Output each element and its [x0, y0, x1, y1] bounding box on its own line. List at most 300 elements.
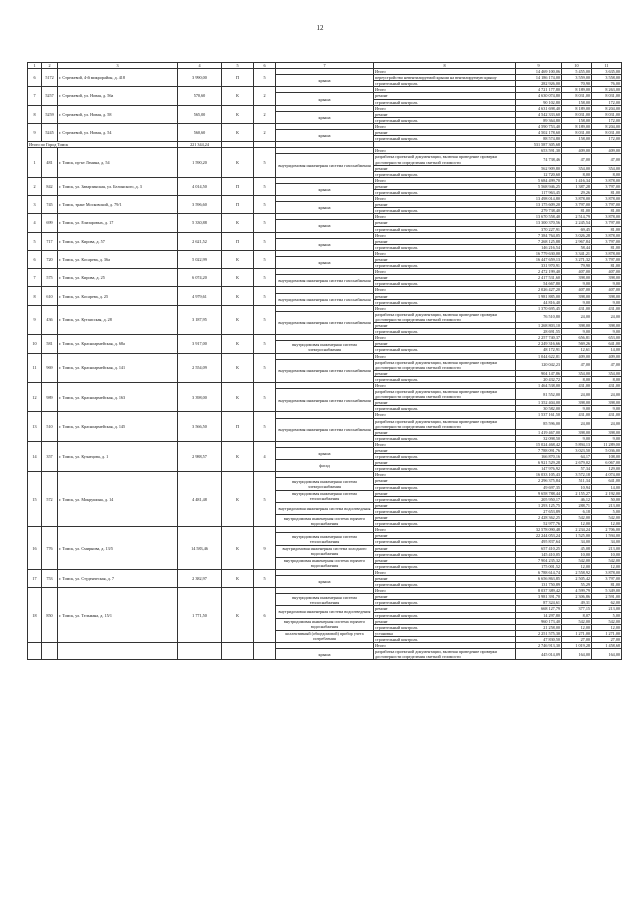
unit-cost: 354,00 [562, 370, 592, 376]
max-unit-cost: 47,00 [592, 154, 622, 165]
row-number: 6 [28, 250, 42, 268]
max-unit-cost: 9,00 [592, 435, 622, 441]
unit-cost: 34,00 [562, 539, 592, 545]
work-cost: 21 258,00 [516, 624, 562, 630]
work-cost: 20 432,72 [516, 376, 562, 382]
work-type: внутридомовая инженерная система газоснабжения [276, 293, 374, 305]
work-cost: 30 582,00 [516, 406, 562, 412]
unit-cost: 8 031,00 [562, 111, 592, 117]
floor-count: 5 [254, 353, 276, 382]
house-address: г. Стрежевой, ул. Новая, д. 58 [58, 105, 178, 123]
house-id: 610 [42, 287, 58, 305]
house-address: г. Томск, ул. Красноармейская, д. 163 [58, 382, 178, 411]
max-unit-cost: 129,00 [592, 466, 622, 472]
unit-cost: 81,00 [562, 208, 592, 214]
house-address: г. Томск, ул. Красноармейская, д. 68а [58, 335, 178, 353]
work-description: ремонт [374, 220, 516, 226]
work-cost: 120 042,23 [516, 359, 562, 370]
work-cost: 145 410,05 [516, 551, 562, 557]
work-description: ремонт [374, 275, 516, 281]
house-id: 776 [42, 527, 58, 570]
unit-cost: 2 967,84 [562, 238, 592, 244]
unit-cost: 2 505,42 [562, 575, 592, 581]
work-cost: 146 216,54 [516, 244, 562, 250]
work-cost: 76 510,80 [516, 311, 562, 322]
work-cost: 6 656 863,85 [516, 575, 562, 581]
wall-material: К [222, 441, 254, 471]
max-unit-cost: 641,00 [592, 341, 622, 347]
max-unit-cost: 5 036,00 [592, 448, 622, 454]
house-address: г. Томск, ул. Косарева, д. 36а [58, 250, 178, 268]
house-id: 745 [42, 196, 58, 214]
floor-count: 5 [254, 214, 276, 232]
work-description: Итого [374, 87, 516, 93]
unit-cost: 2 558,92 [562, 569, 592, 575]
work-cost: 14 297,80 [516, 612, 562, 618]
unit-cost: 398,00 [562, 429, 592, 435]
row-number: 2 [28, 177, 42, 195]
unit-cost: 12,00 [562, 563, 592, 569]
work-description: строительный контроль [374, 435, 516, 441]
unit-cost: 8,00 [562, 171, 592, 177]
work-cost: 22 244 053,24 [516, 533, 562, 539]
house-area: 3 398,00 [178, 382, 222, 411]
floor-count: 5 [254, 472, 276, 527]
work-description: Итого [374, 287, 516, 293]
work-cost: 131 750,89 [516, 582, 562, 588]
unit-cost: 1 019,28 [562, 643, 592, 649]
floor-count [254, 643, 276, 660]
work-cost: 27 653,89 [516, 508, 562, 514]
work-description: строительный контроль [374, 299, 516, 305]
house-id: 481 [42, 148, 58, 177]
work-type: внутридомовая инженерная система горячего водоснабжения [276, 557, 374, 569]
max-unit-cost: 542,00 [592, 557, 622, 563]
work-description: строительный контроль [374, 117, 516, 123]
house-address: г. Томск, ул. Косарева, д. 25 [58, 287, 178, 305]
max-unit-cost: 34,00 [592, 539, 622, 545]
work-type: внутридомовая инженерная система электроснабжения [276, 341, 374, 353]
work-cost: 89 364,80 [516, 117, 562, 123]
max-unit-cost: 47,00 [592, 359, 622, 370]
work-description: Итого [374, 569, 516, 575]
work-cost: 6 788 614,74 [516, 569, 562, 575]
max-unit-cost: 14,00 [592, 347, 622, 353]
work-cost: 85 596,00 [516, 418, 562, 429]
unit-cost: 542,00 [562, 557, 592, 563]
wall-material: К [222, 353, 254, 382]
max-unit-cost: 5 349,00 [592, 588, 622, 594]
max-unit-cost: 24,00 [592, 418, 622, 429]
wall-material: К [222, 305, 254, 334]
unit-cost: 9,00 [562, 435, 592, 441]
unit-cost: 398,00 [562, 275, 592, 281]
max-unit-cost: 8,00 [592, 171, 622, 177]
work-cost: 9 658 788,44 [516, 490, 562, 496]
row-number: 8 [28, 287, 42, 305]
max-unit-cost: 9,00 [592, 329, 622, 335]
max-unit-cost: 3 878,00 [592, 214, 622, 220]
unit-cost: 64,17 [562, 454, 592, 460]
work-description: строительный контроль [374, 521, 516, 527]
house-area: 1 590,20 [178, 148, 222, 177]
house-area: 560,60 [178, 123, 222, 141]
max-unit-cost: 8 031,00 [592, 130, 622, 136]
max-unit-cost: 9,00 [592, 299, 622, 305]
row-number: 7 [28, 87, 42, 105]
max-unit-cost: 1 594,00 [592, 533, 622, 539]
work-type: внутридомовая инженерная система водоотведения [276, 606, 374, 618]
max-unit-cost: 8 204,00 [592, 105, 622, 111]
row-number: 5 [28, 232, 42, 250]
max-unit-cost: 108,00 [592, 454, 622, 460]
unit-cost: 24,00 [562, 418, 592, 429]
max-unit-cost: 542,00 [592, 515, 622, 521]
unit-cost: 46,12 [562, 496, 592, 502]
unit-cost: 70,90 [562, 81, 592, 87]
max-unit-cost: 8 204,00 [592, 123, 622, 129]
house-id: 720 [42, 250, 58, 268]
work-description: ремонт [374, 341, 516, 347]
unit-cost: 24,00 [562, 389, 592, 400]
work-cost: 15 024 468,42 [516, 441, 562, 447]
work-cost: 4 542 333,60 [516, 111, 562, 117]
max-unit-cost: 213,00 [592, 606, 622, 612]
work-description: ремонт [374, 618, 516, 624]
max-unit-cost: 81,00 [592, 208, 622, 214]
row-number: 9 [28, 305, 42, 334]
unit-cost: 407,00 [562, 269, 592, 275]
work-type: внутридомовая инженерная система водоотведения [276, 502, 374, 514]
work-description: Итого [374, 353, 516, 359]
house-address: г. Томск, ул. Кирова, д. 25 [58, 269, 178, 287]
wall-material: К [222, 123, 254, 141]
work-description: ремонт [374, 165, 516, 171]
work-description: Итого [374, 177, 516, 183]
work-type: крыша [276, 448, 374, 460]
work-description: строительный контроль [374, 347, 516, 353]
wall-material: К [222, 527, 254, 570]
work-cost: 74 738,46 [516, 154, 562, 165]
column-number: 8 [374, 63, 516, 69]
work-cost: 147 976,92 [516, 466, 562, 472]
column-number: 4 [178, 63, 222, 69]
work-description: ремонт [374, 323, 516, 329]
house-area: 2 554,09 [178, 353, 222, 382]
max-unit-cost: 81,00 [592, 244, 622, 250]
work-description: строительный контроль [374, 484, 516, 490]
unit-cost: 431,00 [562, 382, 592, 388]
row-number: 17 [28, 569, 42, 587]
max-unit-cost: 50,00 [592, 496, 622, 502]
work-description: разработка проектной документации, включая проведение проверки достоверности определения сметной стоимости [374, 154, 516, 165]
floor-count: 2 [254, 105, 276, 123]
work-description: Итого [374, 269, 516, 275]
work-description: Итого [374, 69, 516, 75]
house-id: 5257 [42, 87, 58, 105]
work-cost: 562 909,80 [516, 165, 562, 171]
work-cost: 282 926,00 [516, 81, 562, 87]
unit-cost: 2 306,86 [562, 594, 592, 600]
unit-cost: 1 525,00 [562, 533, 592, 539]
work-description: ремонт [374, 545, 516, 551]
max-unit-cost: 398,00 [592, 323, 622, 329]
work-description: строительный контроль [374, 81, 516, 87]
work-description: Итого [374, 412, 516, 418]
wall-material: П [222, 177, 254, 195]
max-unit-cost: 172,00 [592, 99, 622, 105]
max-unit-cost: 653,00 [592, 335, 622, 341]
unit-cost: 398,00 [562, 323, 592, 329]
work-cost: 87 324,61 [516, 600, 562, 606]
max-unit-cost: 12,00 [592, 563, 622, 569]
house-address [58, 643, 178, 660]
work-cost: 90 102,80 [516, 99, 562, 105]
unit-cost: 8 031,00 [562, 130, 592, 136]
work-description: переустройство невентилируемой крыши на вентилируемую крышу [374, 75, 516, 81]
max-unit-cost: 407,00 [592, 287, 622, 293]
max-unit-cost: 409,00 [592, 353, 622, 359]
work-description: ремонт [374, 111, 516, 117]
work-type: крыша [276, 238, 374, 250]
capital-repair-table [27, 62, 622, 660]
work-type: внутридомовая инженерная система горячего водоснабжения [276, 618, 374, 630]
work-description: Итого [374, 441, 516, 447]
house-id: 510 [42, 412, 58, 441]
row-number: 7 [28, 269, 42, 287]
work-description: ремонт [374, 502, 516, 508]
work-type: внутридомовая инженерная система теплоснабжения [276, 594, 374, 606]
work-cost: 1 352 404,00 [516, 400, 562, 406]
work-cost: 12 720,60 [516, 171, 562, 177]
unit-cost: 164,00 [562, 649, 592, 660]
work-type: внутридомовая инженерная система газоснабжения [276, 154, 374, 177]
house-id: 357 [42, 441, 58, 471]
floor-count: 5 [254, 382, 276, 411]
work-description: строительный контроль [374, 244, 516, 250]
work-cost: 16 033 105,43 [516, 472, 562, 478]
work-type: крыша [276, 575, 374, 587]
unit-cost: 158,00 [562, 136, 592, 142]
work-type: крыша [276, 111, 374, 123]
work-cost: 904 147,86 [516, 370, 562, 376]
work-description: Итого [374, 105, 516, 111]
unit-cost: 2 155,27 [562, 490, 592, 496]
work-description: ремонт [374, 594, 516, 600]
max-unit-cost: 3 635,00 [592, 69, 622, 75]
work-cost: 32 578 090,48 [516, 527, 562, 533]
house-id: 572 [42, 472, 58, 527]
work-cost: 1 293 125,75 [516, 502, 562, 508]
work-description: разработка проектной документации, включая проведение проверки достоверности определения сметной стоимости [374, 418, 516, 429]
work-cost: 49 697,35 [516, 484, 562, 490]
work-description: Итого [374, 196, 516, 202]
house-area: 3 187,95 [178, 305, 222, 334]
column-number: 11 [592, 63, 622, 69]
row-number: 3 [28, 196, 42, 214]
work-cost: 2 249 316,66 [516, 341, 562, 347]
max-unit-cost: 10,00 [592, 551, 622, 557]
unit-cost: 3 271,32 [562, 257, 592, 263]
house-id: 581 [42, 335, 58, 353]
wall-material: П [222, 412, 254, 441]
work-cost: 2 026 427,20 [516, 287, 562, 293]
max-unit-cost: 3 878,00 [592, 569, 622, 575]
unit-cost: 10,94 [562, 484, 592, 490]
max-unit-cost: 14,00 [592, 484, 622, 490]
max-unit-cost: 172,00 [592, 117, 622, 123]
work-cost: 2 257 740,37 [516, 335, 562, 341]
row-number: 9 [28, 123, 42, 141]
work-description: строительный контроль [374, 226, 516, 232]
work-cost: 16 779 630,00 [516, 250, 562, 256]
work-cost: 2 251 575,30 [516, 630, 562, 636]
floor-count: 2 [254, 87, 276, 105]
max-unit-cost: 2 591,00 [592, 594, 622, 600]
unit-cost: 4 599,79 [562, 588, 592, 594]
house-area: 4 481,48 [178, 472, 222, 527]
column-number: 2 [42, 63, 58, 69]
work-type: внутридомовая инженерная система горячего водоснабжения [276, 515, 374, 527]
wall-material: К [222, 87, 254, 105]
unit-cost: 12,00 [562, 624, 592, 630]
house-id: 842 [42, 177, 58, 195]
work-description: разработка проектной документации, включая проведение проверки достоверности определения сметной стоимости [374, 649, 516, 660]
work-cost: 175 001,52 [516, 563, 562, 569]
wall-material: П [222, 69, 254, 87]
unit-cost: 8,00 [562, 376, 592, 382]
work-cost: 279 738,40 [516, 208, 562, 214]
work-description: строительный контроль [374, 508, 516, 514]
unit-cost: 398,00 [562, 400, 592, 406]
row-number: 16 [28, 527, 42, 570]
work-cost: 1 419 467,00 [516, 429, 562, 435]
row-number [28, 643, 42, 660]
wall-material: П [222, 196, 254, 214]
unit-cost: 409,00 [562, 148, 592, 154]
column-number: 7 [276, 63, 374, 69]
unit-cost: 6,18 [562, 508, 592, 514]
work-cost: 4 502 178,60 [516, 130, 562, 136]
unit-cost: 2 679,02 [562, 460, 592, 466]
work-cost: 7 904 235,32 [516, 557, 562, 563]
max-unit-cost: 76,00 [592, 81, 622, 87]
work-description: строительный контроль [374, 624, 516, 630]
max-unit-cost: 8,00 [592, 376, 622, 382]
work-description: ремонт [374, 460, 516, 466]
max-unit-cost: 3 797,00 [592, 238, 622, 244]
work-cost: 13 670 558,40 [516, 214, 562, 220]
unit-cost: 1 271,00 [562, 630, 592, 636]
work-cost: 16 447 659,13 [516, 257, 562, 263]
work-cost: 4 721 177,80 [516, 87, 562, 93]
house-area: 570,60 [178, 87, 222, 105]
unit-cost: 431,00 [562, 305, 592, 311]
floor-count: 5 [254, 69, 276, 87]
house-address: г. Томск, пр-кт Ленина, д. 54 [58, 148, 178, 177]
work-description: разработка проектной документации, включая проведение проверки достоверности определения сметной стоимости [374, 389, 516, 400]
work-description: Итого [374, 232, 516, 238]
work-description: строительный контроль [374, 99, 516, 105]
unit-cost: 58,44 [562, 244, 592, 250]
column-number: 1 [28, 63, 42, 69]
floor-count: 5 [254, 177, 276, 195]
work-cost: 52 977,76 [516, 521, 562, 527]
unit-cost: 407,00 [562, 287, 592, 293]
house-area: 3 566,50 [178, 412, 222, 441]
work-description: строительный контроль [374, 406, 516, 412]
max-unit-cost: 12,00 [592, 521, 622, 527]
house-address: г. Томск, ул. Студенческая, д. 7 [58, 569, 178, 587]
unit-cost: 158,00 [562, 99, 592, 105]
work-description: Итого [374, 382, 516, 388]
max-unit-cost: 3 797,00 [592, 257, 622, 263]
work-description: строительный контроль [374, 171, 516, 177]
max-unit-cost: 354,00 [592, 165, 622, 171]
max-unit-cost: 6 067,00 [592, 460, 622, 466]
row-number: 14 [28, 441, 42, 471]
house-id: 989 [42, 382, 58, 411]
work-cost: 13 498 014,80 [516, 196, 562, 202]
unit-cost: 377,15 [562, 606, 592, 612]
house-area: 3 596,60 [178, 196, 222, 214]
work-cost: 81 552,00 [516, 389, 562, 400]
unit-cost: 9,00 [562, 299, 592, 305]
wall-material: К [222, 335, 254, 353]
unit-cost: 288,71 [562, 502, 592, 508]
unit-cost: 511,34 [562, 478, 592, 484]
house-id: 699 [42, 214, 58, 232]
floor-count: 4 [254, 441, 276, 471]
house-area: 4 979,61 [178, 287, 222, 305]
row-number: 10 [28, 335, 42, 353]
work-cost: 445 014,09 [516, 649, 562, 660]
house-area: 3 917,00 [178, 335, 222, 353]
row-number: 13 [28, 412, 42, 441]
work-description: ремонт [374, 293, 516, 299]
max-unit-cost: 398,00 [592, 400, 622, 406]
work-cost: 54 667,80 [516, 281, 562, 287]
wall-material: К [222, 214, 254, 232]
unit-cost: 57,34 [562, 466, 592, 472]
house-area: 4 014,50 [178, 177, 222, 195]
work-description: Итого [374, 472, 516, 478]
house-address: г. Томск, ул. Красноармейская, д. 145 [58, 412, 178, 441]
work-type: крыша [276, 202, 374, 214]
house-address: г. Томск, ул. Кирова, д. 57 [58, 232, 178, 250]
work-description: ремонт [374, 606, 516, 612]
work-description: ремонт [374, 370, 516, 376]
work-type: внутридомовая инженерная система газоснабжения [276, 311, 374, 334]
work-description: разработка проектной документации, включая проведение проверки достоверности определения сметной стоимости [374, 359, 516, 370]
max-unit-cost: 3 878,00 [592, 250, 622, 256]
floor-count: 5 [254, 269, 276, 287]
work-cost: 13 300 370,56 [516, 220, 562, 226]
floor-count: 5 [254, 305, 276, 334]
max-unit-cost: 3 797,00 [592, 183, 622, 189]
work-cost: 6 921 529,28 [516, 460, 562, 466]
work-description: строительный контроль [374, 189, 516, 195]
floor-count: 5 [254, 569, 276, 587]
work-description: Итого [374, 123, 516, 129]
max-unit-cost: 5,00 [592, 508, 622, 514]
max-unit-cost: 407,00 [592, 269, 622, 275]
wall-material: П [222, 232, 254, 250]
work-description: строительный контроль [374, 551, 516, 557]
unit-cost: 1 387,28 [562, 183, 592, 189]
unit-cost: 542,00 [562, 618, 592, 624]
work-description: строительный контроль [374, 600, 516, 606]
